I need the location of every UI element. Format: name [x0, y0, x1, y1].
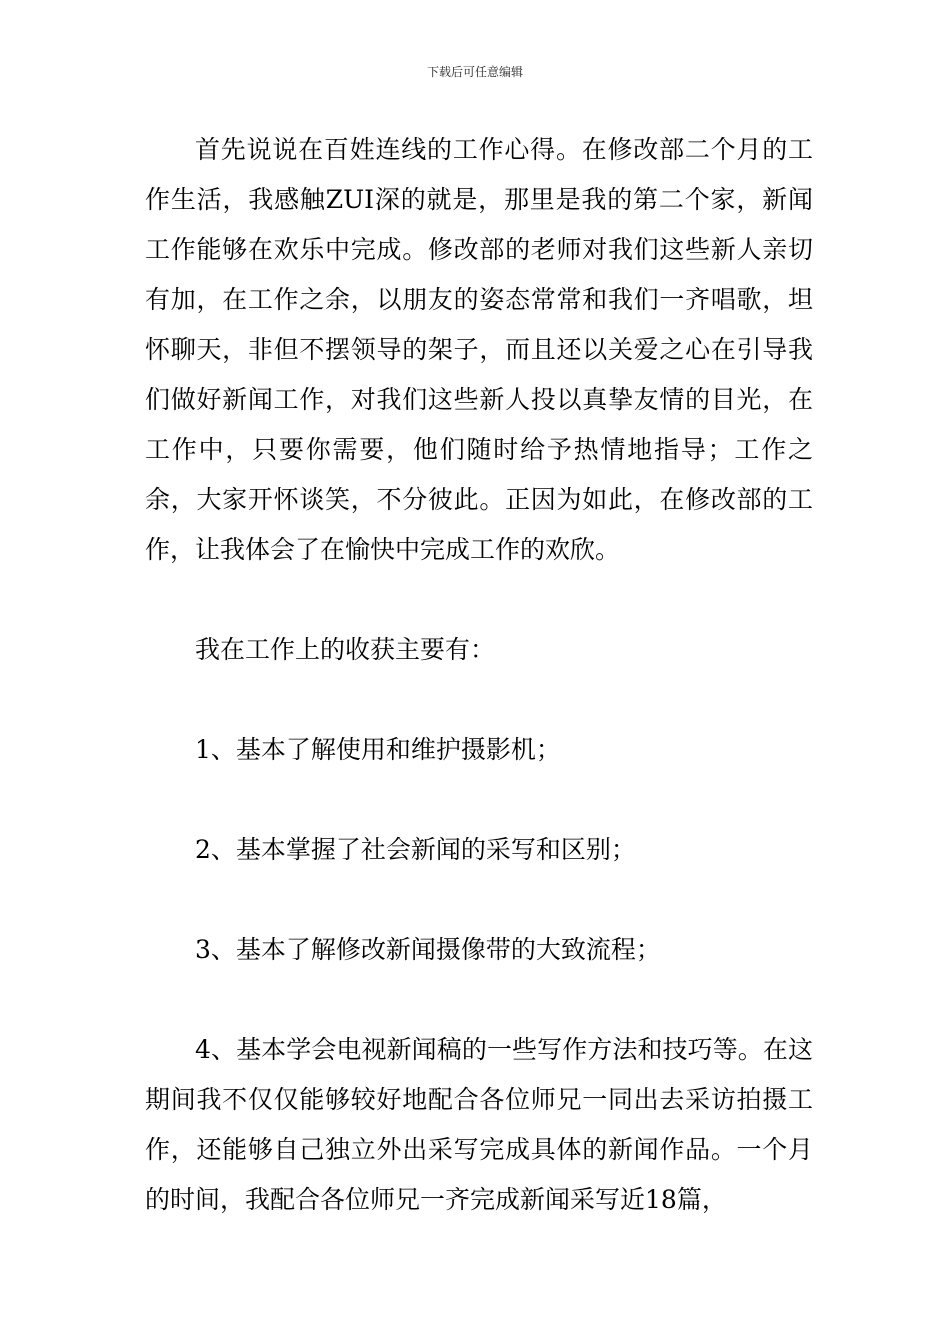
document-body — [145, 125, 813, 1225]
paragraph-gains-intro: 我在工作上的收获主要有： — [195, 635, 496, 664]
paragraph-work-experience: 首先说说在百姓连线的工作心得。在修改部二个月的工作生活，我感触ZUI深的就是，那里是我的第二个家，新闻工作能够在欢乐中完成。修改部的老师对我们这些新人亲切有加，在工作之余，以朋友的姿态常常和我们一齐唱歌，坦怀聊天，非但不摆领导的架子，而且还以关爱之心在引导我们做好新闻工作，对我们这些新人投以真挚友情的目光，在工作中，只要你需要，他们随时给予热情地指导；工作之余，大家开怀谈笑，不分彼此。正因为如此，在修改部的工作，让我体会了在愉快中完成工作的欢欣。 — [145, 135, 813, 564]
list-item-4: 4、基本学会电视新闻稿的一些写作方法和技巧等。在这期间我不仅仅能够较好地配合各位师兄一同出去采访拍摄工作，还能够自己独立外出采写完成具体的新闻作品。一个月的时间，我配合各位师兄一齐完成新闻采写近18篇， — [145, 1035, 813, 1214]
paragraph-spacer — [145, 875, 813, 925]
page-header-note: 下载后可任意编辑 — [426, 65, 523, 79]
paragraph-spacer — [145, 775, 813, 825]
paragraph-spacer — [145, 575, 813, 625]
list-item-2: 2、基本掌握了社会新闻的采写和区别； — [195, 835, 636, 864]
paragraph-spacer — [145, 675, 813, 725]
paragraph-spacer — [145, 975, 813, 1025]
list-item-3: 3、基本了解修改新闻摄像带的大致流程； — [195, 935, 661, 964]
list-item-1: 1、基本了解使用和维护摄影机； — [195, 735, 561, 764]
